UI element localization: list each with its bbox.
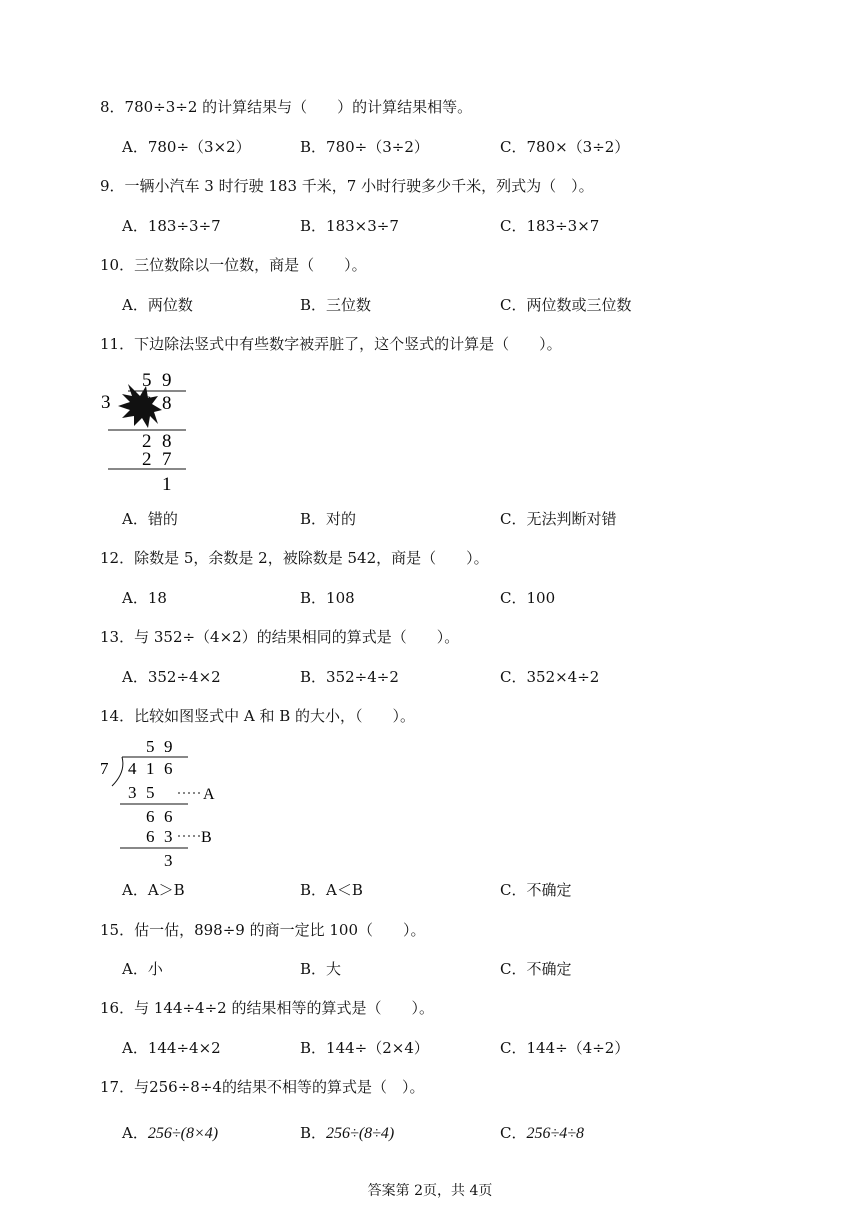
q13-option-b[interactable]: B．352÷4÷2 <box>300 668 399 686</box>
q11-step2-digit-1: 2 <box>142 431 152 452</box>
q14-dividend-digit-2: 1 <box>146 759 155 778</box>
question-17: 17．与256÷8÷4的结果不相等的算式是（ ）。 <box>100 1078 425 1096</box>
q17-option-b[interactable] <box>300 1122 394 1143</box>
question-16: 16．与 144÷4÷2 的结果相等的算式是（ ）。 <box>100 999 434 1017</box>
q17-option-b-letter: B． <box>300 1124 327 1142</box>
q11-step2-digit-2: 8 <box>162 431 172 452</box>
q14-long-division-figure <box>96 736 226 872</box>
q14-dividend-digit-1: 4 <box>128 759 137 778</box>
q11-step3-digit-1: 2 <box>142 449 152 470</box>
q8-option-c[interactable]: C．780×（3÷2） <box>500 138 630 156</box>
q16-option-c[interactable]: C．144÷（4÷2） <box>500 1039 630 1057</box>
q17-option-b-expr: 256÷(8÷4) <box>326 1125 395 1142</box>
q16-option-a[interactable]: A．144÷4×2 <box>122 1039 221 1057</box>
q14-option-a[interactable]: A．A＞B <box>122 881 185 899</box>
question-13: 13．与 352÷（4×2）的结果相同的算式是（ ）。 <box>100 628 460 646</box>
q14-division-bracket <box>112 757 123 786</box>
q11-option-c[interactable]: C．无法判断对错 <box>500 510 617 528</box>
q17-option-a[interactable] <box>122 1122 218 1143</box>
q11-remainder: 1 <box>162 474 172 495</box>
q9-option-a[interactable]: A．183÷3÷7 <box>122 217 221 235</box>
q15-option-a[interactable]: A．小 <box>122 960 163 978</box>
q11-step3-digit-2: 7 <box>162 449 172 470</box>
question-10: 10．三位数除以一位数，商是（ ）。 <box>100 256 367 274</box>
q17-option-c-letter: C． <box>500 1124 527 1142</box>
question-9: 9．一辆小汽车 3 时行驶 183 千米，7 小时行驶多少千米，列式为（ ）。 <box>100 177 594 195</box>
q14-step1-digit-2: 5 <box>146 783 155 802</box>
q11-option-a[interactable]: A．错的 <box>122 510 178 528</box>
q12-option-c[interactable]: C．100 <box>500 589 556 607</box>
q8-option-a[interactable]: A．780÷（3×2） <box>122 138 251 156</box>
q13-option-a[interactable]: A．352÷4×2 <box>122 668 221 686</box>
q14-step2-digit-2: 6 <box>164 807 173 826</box>
q14-option-c[interactable]: C．不确定 <box>500 881 572 899</box>
q10-option-a[interactable]: A．两位数 <box>122 296 193 314</box>
q14-quotient-digit-1: 5 <box>146 737 155 756</box>
question-14: 14．比较如图竖式中 A 和 B 的大小，（ ）。 <box>100 707 416 725</box>
q14-step3-digit-2: 3 <box>164 827 173 846</box>
q17-option-a-letter: A． <box>122 1124 148 1142</box>
q12-option-a[interactable]: A．18 <box>122 589 167 607</box>
q11-quotient-digit-1: 5 <box>142 370 152 391</box>
page-footer: 答案第 2页，共 4页 <box>367 1183 493 1199</box>
question-12: 12．除数是 5，余数是 2，被除数是 542，商是（ ）。 <box>100 549 489 567</box>
q11-divisor: 3 <box>101 392 111 413</box>
q14-step3-digit-1: 6 <box>146 827 155 846</box>
q16-option-b[interactable]: B．144÷（2×4） <box>300 1039 429 1057</box>
q14-remainder: 3 <box>164 851 173 870</box>
q14-option-b[interactable]: B．A＜B <box>300 881 363 899</box>
q14-quotient-digit-2: 9 <box>164 737 173 756</box>
q9-option-b[interactable]: B．183×3÷7 <box>300 217 399 235</box>
q11-long-division-figure <box>98 366 198 496</box>
q17-option-c-expr: 256÷4÷8 <box>526 1125 585 1142</box>
q15-option-b[interactable]: B．大 <box>300 960 342 978</box>
q14-divisor: 7 <box>100 759 109 778</box>
q14-label-b: B <box>201 829 212 846</box>
q10-option-c[interactable]: C．两位数或三位数 <box>500 296 632 314</box>
q14-dividend-digit-3: 6 <box>164 759 173 778</box>
q8-option-b[interactable]: B．780÷（3÷2） <box>300 138 429 156</box>
q14-label-a: A <box>203 786 215 803</box>
q11-option-b[interactable]: B．对的 <box>300 510 357 528</box>
question-11: 11．下边除法竖式中有些数字被弄脏了，这个竖式的计算是（ ）。 <box>100 335 562 353</box>
q9-option-c[interactable]: C．183÷3×7 <box>500 217 600 235</box>
q14-step1-digit-1: 3 <box>128 783 137 802</box>
q14-step2-digit-1: 6 <box>146 807 155 826</box>
q15-option-c[interactable]: C．不确定 <box>500 960 572 978</box>
q10-option-b[interactable]: B．三位数 <box>300 296 372 314</box>
q12-option-b[interactable]: B．108 <box>300 589 355 607</box>
q13-option-c[interactable]: C．352×4÷2 <box>500 668 600 686</box>
q17-option-a-expr: 256÷(8×4) <box>147 1125 219 1142</box>
question-8: 8．780÷3÷2 的计算结果与（ ）的计算结果相等。 <box>100 98 473 116</box>
q11-quotient-digit-2: 9 <box>162 370 172 391</box>
q11-dividend-digit-2: 8 <box>162 393 172 414</box>
question-15: 15．估一估，898÷9 的商一定比 100（ ）。 <box>100 921 426 939</box>
q17-option-c[interactable] <box>500 1122 584 1143</box>
